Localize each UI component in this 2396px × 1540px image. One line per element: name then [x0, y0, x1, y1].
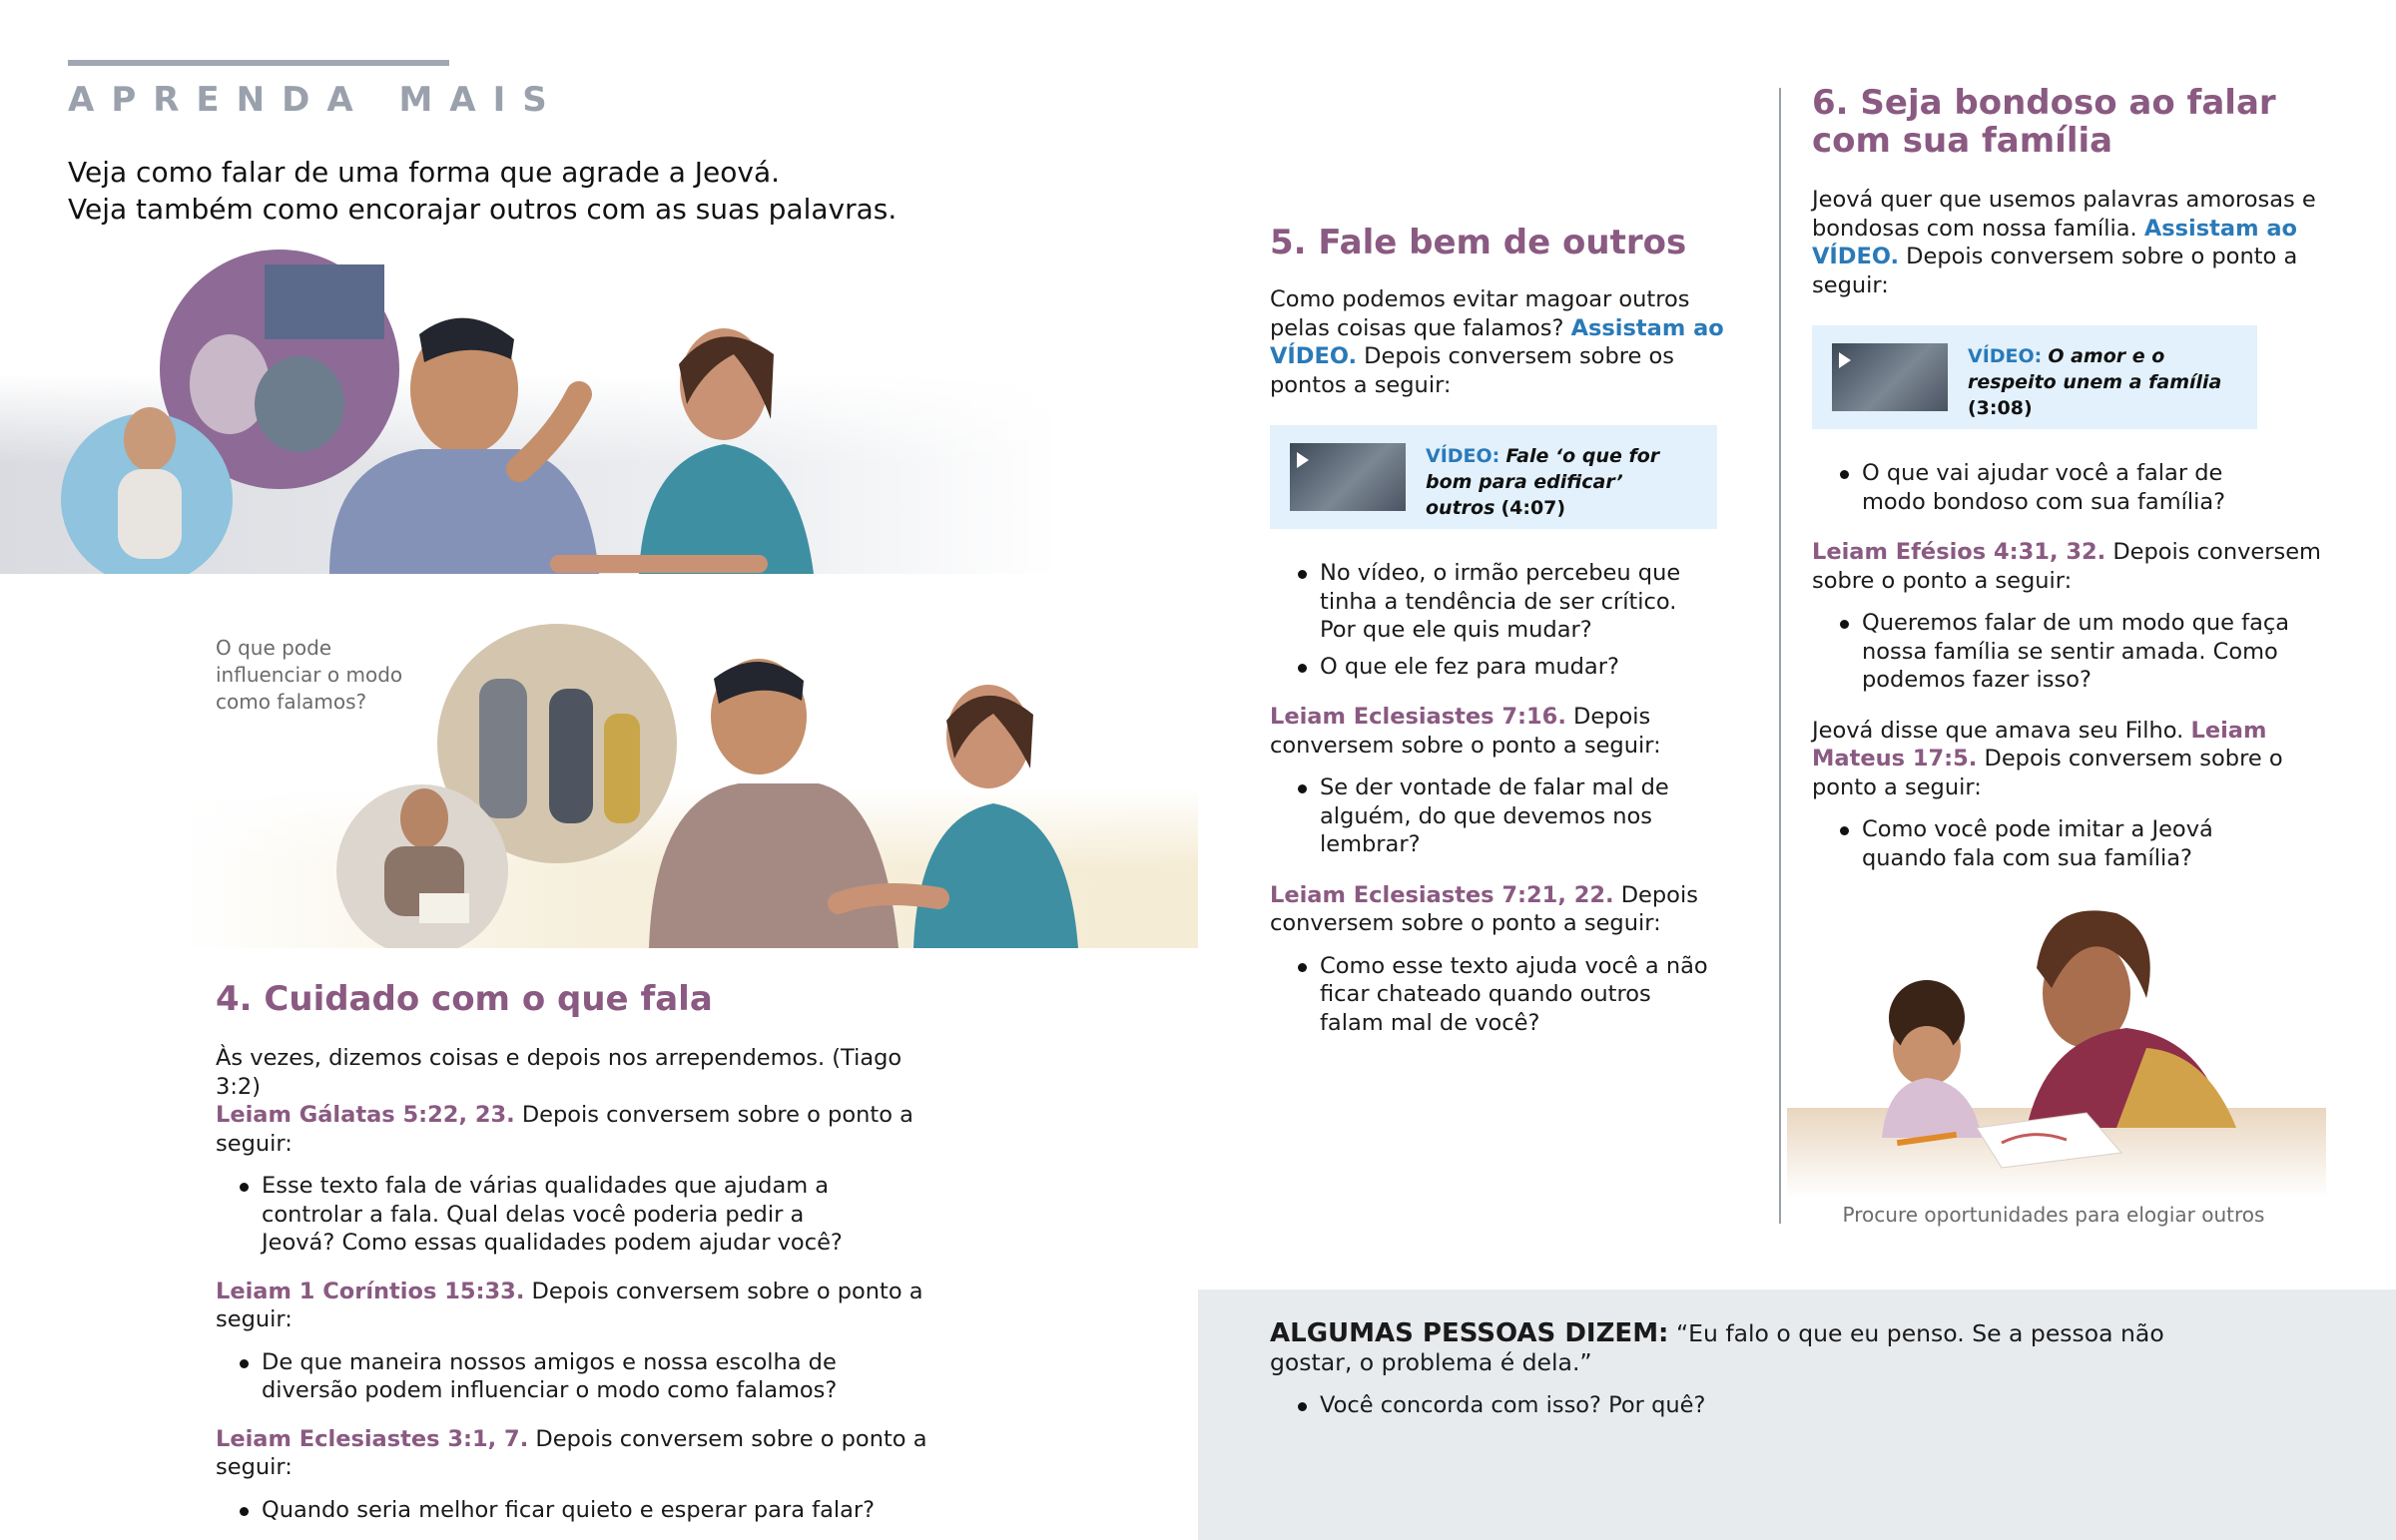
- intro-text: [68, 154, 897, 228]
- section-5-bullet-1: No vídeo, o irmão percebeu que tinha a tendência de ser crítico. Por que ele quis mudar?: [1294, 559, 1713, 645]
- section-4-intro: Às vezes, dizemos coisas e depois nos arrependemos. (Tiago 3:2): [216, 1045, 902, 1100]
- video-label-6: VÍDEO: O amor e o respeito unem a família (3:08): [1968, 345, 2222, 419]
- video-thumbnail-6[interactable]: [1832, 343, 1948, 411]
- section-6: [1812, 84, 2336, 880]
- section-4-read-1: Leiam Gálatas 5:22, 23. Depois conversem sobre o ponto a seguir:: [216, 1102, 913, 1157]
- section-5-bullets-2: [1294, 773, 1733, 859]
- video-box-5[interactable]: [1270, 425, 1717, 529]
- section-5-bullet-4: Como esse texto ajuda você a não ficar chateado quando outros falam mal de você?: [1294, 952, 1713, 1038]
- section-6-bullet-3: Como você pode imitar a Jeová quando fala com sua família?: [1836, 815, 2275, 872]
- illustration-middle-caption: O que pode influenciar o modo como falamos?: [216, 636, 403, 714]
- section-5: [1270, 224, 1759, 1045]
- callout-bullet: Você concorda com isso? Por quê?: [1294, 1391, 2188, 1420]
- section-5-read-2: Leiam Eclesiastes 7:21, 22. Depois conversem sobre o ponto a seguir:: [1270, 881, 1698, 936]
- intro-line-1: Veja como falar de uma forma que agrade a Jeová.: [68, 156, 781, 189]
- section-4-bullets-2: [236, 1348, 895, 1405]
- scripture-link-corintios[interactable]: Leiam 1 Coríntios 15:33.: [216, 1278, 525, 1304]
- callout-content: [1270, 1319, 2188, 1428]
- illustration-mother-child-art: [1787, 878, 2326, 1198]
- video-thumbnail-5[interactable]: [1290, 443, 1406, 511]
- callout-label: ALGUMAS PESSOAS DIZEM:: [1270, 1318, 1669, 1348]
- section-4-bullet-2: De que maneira nossos amigos e nossa escolha de diversão podem influenciar o modo como falamos?: [236, 1348, 895, 1405]
- section-4-bullet-3: Quando seria melhor ficar quieto e esperar para falar?: [236, 1496, 934, 1525]
- scripture-link-mateus[interactable]: Leiam Mateus 17:5.: [1812, 717, 2267, 771]
- section-5-intro: Como podemos evitar magoar outros pelas coisas que falamos? Assistam ao VÍDEO. Depois conversem sobre os pontos a seguir:: [1270, 286, 1724, 398]
- illustration-mother-child: [1787, 878, 2326, 1198]
- section-4-title: 4. Cuidado com o que fala: [216, 979, 713, 1019]
- illustration-kind-talk-art: [180, 619, 1198, 948]
- column-divider: [1779, 88, 1781, 1224]
- section-6-bullets-1: [1836, 459, 2275, 516]
- section-6-bullet-2: Queremos falar de um modo que faça nossa família se sentir amada. Como podemos fazer isso?: [1836, 609, 2315, 695]
- section-4: [216, 980, 934, 1532]
- illustration-kind-talk: [180, 619, 1198, 948]
- scripture-link-eclesiastes-3[interactable]: Leiam Eclesiastes 3:1, 7.: [216, 1425, 529, 1452]
- section-4-read-3: Leiam Eclesiastes 3:1, 7. Depois conversem sobre o ponto a seguir:: [216, 1425, 927, 1480]
- scripture-link-galatas[interactable]: Leiam Gálatas 5:22, 23.: [216, 1102, 515, 1128]
- callout-bullets: [1294, 1391, 2188, 1420]
- section-6-bullet-1: O que vai ajudar você a falar de modo bondoso com sua família?: [1836, 459, 2275, 516]
- section-5-read-1: Leiam Eclesiastes 7:16. Depois conversem sobre o ponto a seguir:: [1270, 704, 1661, 759]
- section-6-title: 6. Seja bondoso ao falar com sua família: [1812, 83, 2276, 161]
- section-5-bullets-1: [1294, 559, 1713, 681]
- section-6-read-1: Leiam Efésios 4:31, 32. Depois conversem sobre o ponto a seguir:: [1812, 539, 2321, 594]
- video-box-6[interactable]: [1812, 325, 2257, 429]
- section-5-bullets-3: [1294, 952, 1713, 1038]
- section-kicker: APRENDA MAIS: [68, 80, 564, 120]
- section-5-bullet-2: O que ele fez para mudar?: [1294, 653, 1713, 682]
- section-4-bullets-3: [236, 1496, 934, 1525]
- illustration-argument: [0, 245, 1058, 574]
- scripture-link-efesios[interactable]: Leiam Efésios 4:31, 32.: [1812, 539, 2106, 565]
- section-4-bullet-1: Esse texto fala de várias qualidades que ajudam a controlar a fala. Qual delas você poderia pedir a Jeová? Como essas qualidades podem ajudar você?: [236, 1172, 875, 1258]
- callout-quote: ALGUMAS PESSOAS DIZEM: “Eu falo o que eu penso. Se a pessoa não gostar, o problema é dela.”: [1270, 1318, 2164, 1376]
- section-6-intro: Jeová quer que usemos palavras amorosas e bondosas com nossa família. Assistam ao VÍDEO. Depois conversem sobre o ponto a seguir:: [1812, 187, 2316, 298]
- watch-video-link-5[interactable]: Assistam ao VÍDEO.: [1270, 314, 1724, 369]
- illustration-right-caption: Procure oportunidades para elogiar outros: [1842, 1203, 2265, 1227]
- header-rule: [68, 60, 449, 66]
- scripture-link-eclesiastes-7-21[interactable]: Leiam Eclesiastes 7:21, 22.: [1270, 881, 1614, 908]
- section-6-read-2: Jeová disse que amava seu Filho. Leiam Mateus 17:5. Depois conversem sobre o ponto a seguir:: [1812, 717, 2283, 800]
- intro-line-2: Veja também como encorajar outros com as suas palavras.: [68, 193, 898, 226]
- section-5-bullet-3: Se der vontade de falar mal de alguém, do que devemos nos lembrar?: [1294, 773, 1733, 859]
- illustration-argument-art: [0, 245, 1058, 574]
- section-4-bullets-1: [236, 1172, 875, 1258]
- section-6-bullets-2: [1836, 609, 2315, 695]
- scripture-link-eclesiastes-7-16[interactable]: Leiam Eclesiastes 7:16.: [1270, 704, 1566, 730]
- video-label-5: VÍDEO: Fale ‘o que for bom para edificar’ outros (4:07): [1426, 445, 1660, 519]
- section-6-bullets-3: [1836, 815, 2275, 872]
- watch-video-link-6[interactable]: Assistam ao VÍDEO.: [1812, 215, 2298, 269]
- section-5-title: 5. Fale bem de outros: [1270, 223, 1687, 262]
- section-4-read-2: Leiam 1 Coríntios 15:33. Depois conversem sobre o ponto a seguir:: [216, 1278, 923, 1332]
